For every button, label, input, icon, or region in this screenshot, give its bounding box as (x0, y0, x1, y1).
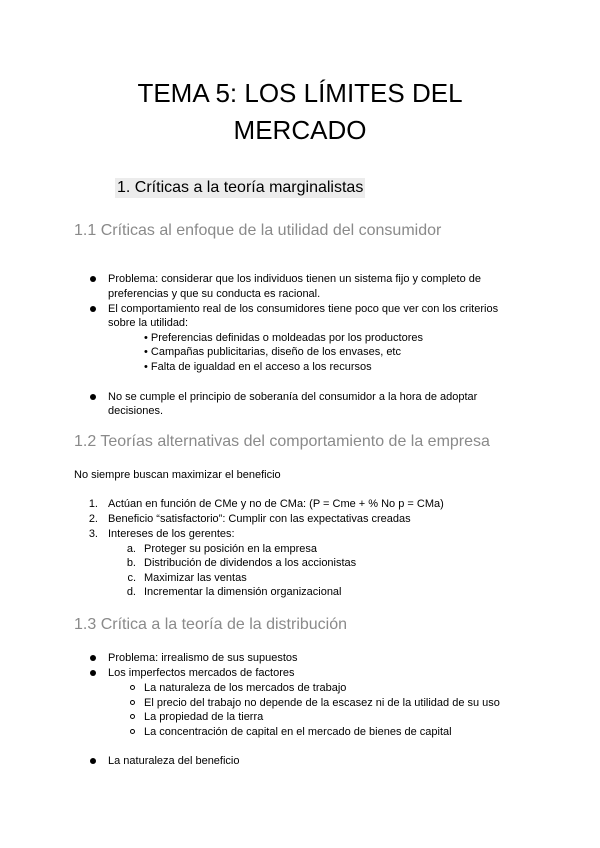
list-letter: c. (127, 572, 136, 584)
bullet-icon (90, 655, 96, 661)
s12-intro: No siempre buscan maximizar el beneficio (74, 469, 281, 481)
list-number: 2. (88, 513, 98, 525)
list-letter: a. (126, 543, 136, 555)
bullet-icon (90, 306, 96, 312)
list-number: 1. (88, 498, 98, 510)
section-heading-1: 1. Críticas a la teoría marginalistas (117, 179, 364, 196)
bullet-icon (90, 276, 96, 282)
bullet-icon (90, 394, 96, 400)
list-number: 3. (88, 528, 98, 540)
s12-item-1: Actúan en función de CMe y no de CMa: (P = Cme + % No p = CMa) (108, 498, 444, 510)
s12-sub-item: Maximizar las ventas (144, 572, 247, 584)
s13-bullet-2: Los imperfectos mercados de factores (108, 667, 295, 679)
s11-sub-item: • Preferencias definidas o moldeadas por los productores (144, 332, 424, 344)
s13-bullet-1: Problema: irrealismo de sus supuestos (108, 652, 298, 664)
s12-sub-item: Incrementar la dimensión organizacional (144, 586, 342, 598)
s11-bullet-2-line-1: El comportamiento real de los consumidores tiene poco que ver con los criterios (108, 303, 499, 315)
title-line-1: TEMA 5: LOS LÍMITES DEL (137, 78, 463, 108)
s13-sub-item: La concentración de capital en el mercado de bienes de capital (144, 726, 452, 738)
subsection-heading-1-1: 1.1 Críticas al enfoque de la utilidad del consumidor (74, 222, 442, 239)
subsection-heading-1-2: 1.2 Teorías alternativas del comportamiento de la empresa (74, 433, 490, 450)
s12-item-3: Intereses de los gerentes: (108, 528, 235, 540)
s12-sub-item: Distribución de dividendos a los accionistas (144, 557, 357, 569)
s11-bullet-3-line-1: No se cumple el principio de soberanía del consumidor a la hora de adoptar (108, 391, 478, 403)
list-letter: d. (126, 586, 136, 598)
s11-bullet-1-line-1: Problema: considerar que los individuos tienen un sistema fijo y completo de (108, 273, 481, 285)
s12-item-2: Beneficio “satisfactorio”: Cumplir con las expectativas creadas (108, 513, 411, 525)
s13-sub-item: La naturaleza de los mercados de trabajo (144, 682, 347, 694)
s11-sub-item: • Campañas publicitarias, diseño de los envases, etc (144, 346, 401, 358)
s13-sub-item: El precio del trabajo no depende de la escasez ni de la utilidad de su uso (144, 697, 500, 709)
bullet-icon (90, 758, 96, 764)
s13-bullet-3: La naturaleza del beneficio (108, 755, 240, 767)
list-letter: b. (126, 557, 136, 569)
document-title (0, 75, 600, 149)
s11-bullet-3-line-2: decisiones. (108, 405, 164, 417)
circle-bullet-icon (130, 729, 135, 734)
circle-bullet-icon (130, 685, 135, 690)
bullet-icon (90, 670, 96, 676)
circle-bullet-icon (130, 700, 135, 705)
circle-bullet-icon (130, 714, 135, 719)
s12-sub-item: Proteger su posición en la empresa (144, 543, 318, 555)
s13-sub-item: La propiedad de la tierra (144, 711, 264, 723)
title-line-2: MERCADO (233, 115, 367, 145)
s11-sub-item: • Falta de igualdad en el acceso a los recursos (144, 361, 372, 373)
s11-bullet-2-line-2: sobre la utilidad: (108, 317, 189, 329)
s11-bullet-1-line-2: preferencias y que su conducta es racional. (108, 288, 321, 300)
subsection-heading-1-3: 1.3 Crítica a la teoría de la distribución (74, 616, 348, 633)
